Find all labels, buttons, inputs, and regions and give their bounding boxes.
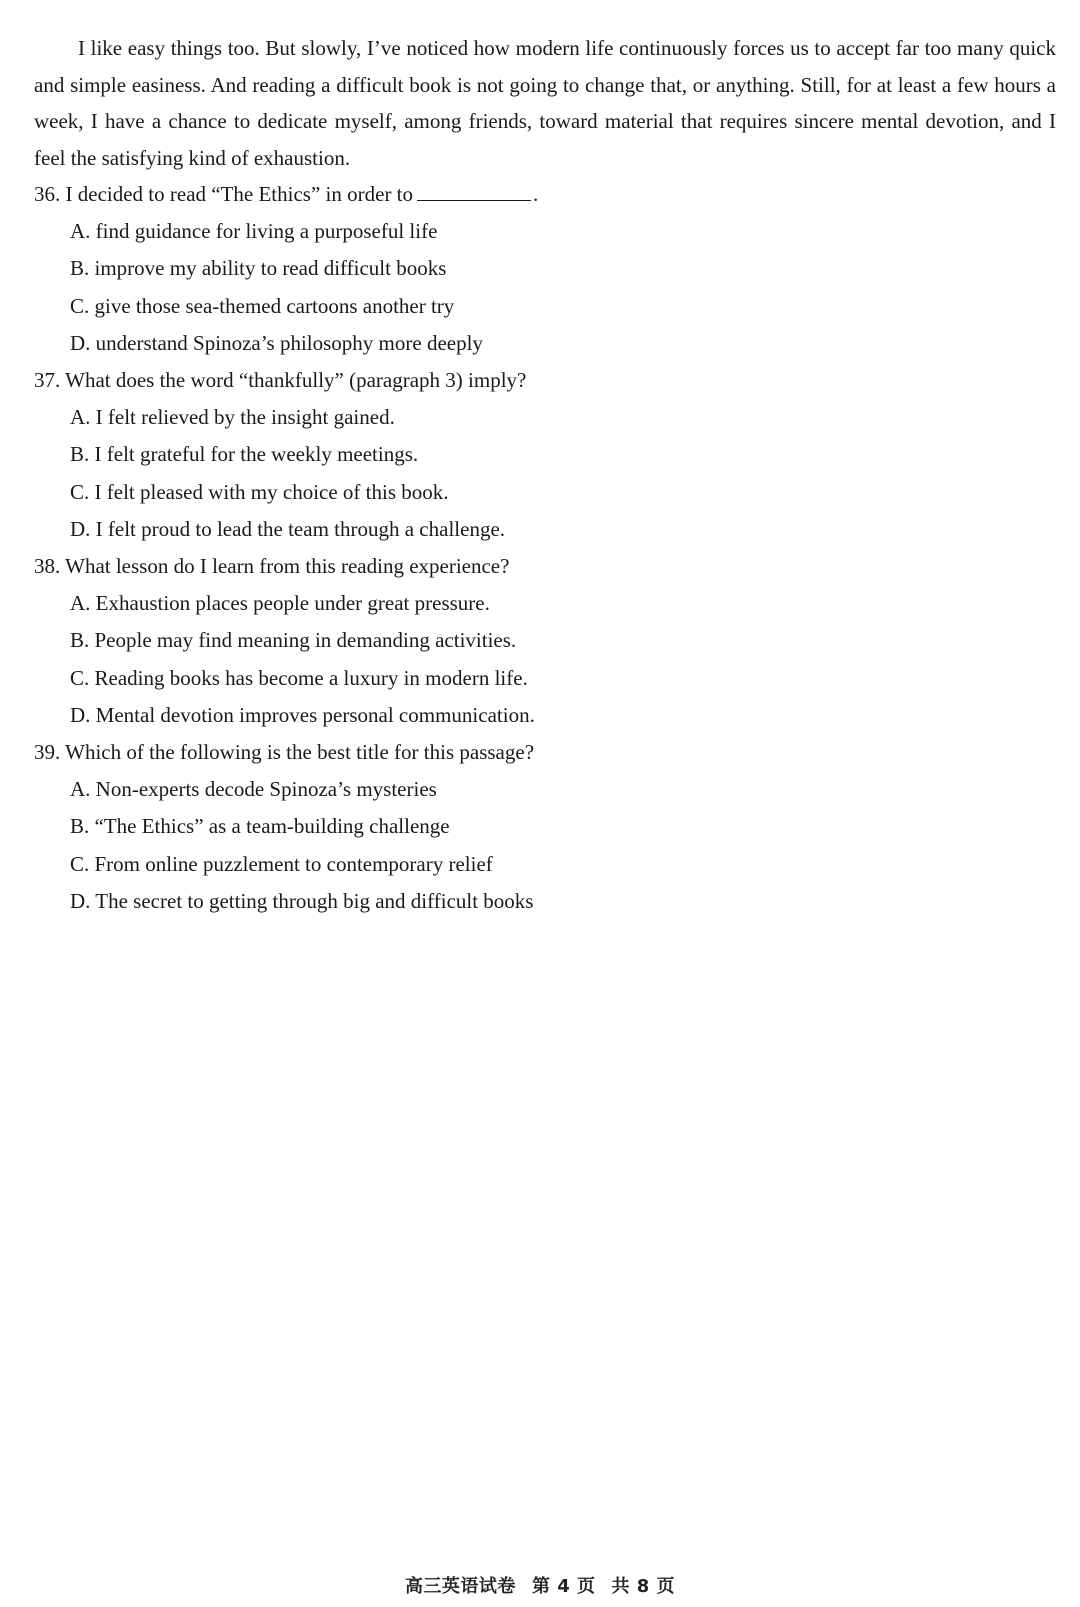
question-stem-text: 36. I decided to read “The Ethics” in order to — [34, 182, 414, 206]
option-d: D. understand Spinoza’s philosophy more deeply — [70, 330, 483, 355]
question-39 — [34, 734, 1034, 920]
page-footer — [0, 1572, 1080, 1598]
question-stem — [34, 176, 1034, 213]
page-total: 共 8 页 — [611, 1576, 676, 1597]
option-a: A. I felt relieved by the insight gained. — [70, 405, 395, 430]
option-c: C. I felt pleased with my choice of this book. — [70, 479, 449, 504]
question-stem: 39. Which of the following is the best title for this passage? — [34, 740, 535, 765]
option-b: B. improve my ability to read difficult books — [70, 256, 447, 281]
question-36 — [34, 176, 1034, 362]
exam-name: 高三英语试卷 — [404, 1576, 516, 1597]
question-37 — [34, 362, 1034, 548]
option-a: A. Non-experts decode Spinoza’s mysteries — [70, 777, 437, 802]
option-c: C. From online puzzlement to contemporary relief — [70, 851, 493, 876]
answer-blank — [417, 182, 531, 201]
option-d: D. I felt proud to lead the team through a challenge. — [70, 516, 506, 541]
option-b: B. “The Ethics” as a team-building challenge — [70, 814, 450, 839]
option-c: C. give those sea-themed cartoons another try — [70, 293, 455, 318]
question-38 — [34, 548, 1034, 734]
option-b: B. I felt grateful for the weekly meetings. — [70, 442, 419, 467]
option-b: B. People may find meaning in demanding activities. — [70, 628, 517, 653]
option-d: D. The secret to getting through big and difficult books — [70, 888, 534, 913]
option-a: A. find guidance for living a purposeful life — [70, 219, 438, 244]
page-number: 第 4 页 — [531, 1576, 596, 1597]
question-stem-end: . — [533, 182, 539, 206]
question-stem: 37. What does the word “thankfully” (paragraph 3) imply? — [34, 368, 527, 393]
option-d: D. Mental devotion improves personal communication. — [70, 702, 535, 727]
option-a: A. Exhaustion places people under great pressure. — [70, 591, 490, 616]
option-c: C. Reading books has become a luxury in modern life. — [70, 665, 528, 690]
question-list — [34, 176, 1034, 920]
passage-paragraph: I like easy things too. But slowly, I’ve noticed how modern life continuously forces us to accept far too many quick and simple easiness. And reading a difficult book is not going to change that, or anything. Still, for at least a few hours a week, I have a chance to dedicate myself, among friends, toward material that requires sincere mental devotion, and I feel the satisfying kind of exhaustion. — [34, 36, 1056, 171]
question-stem: 38. What lesson do I learn from this reading experience? — [34, 554, 510, 579]
